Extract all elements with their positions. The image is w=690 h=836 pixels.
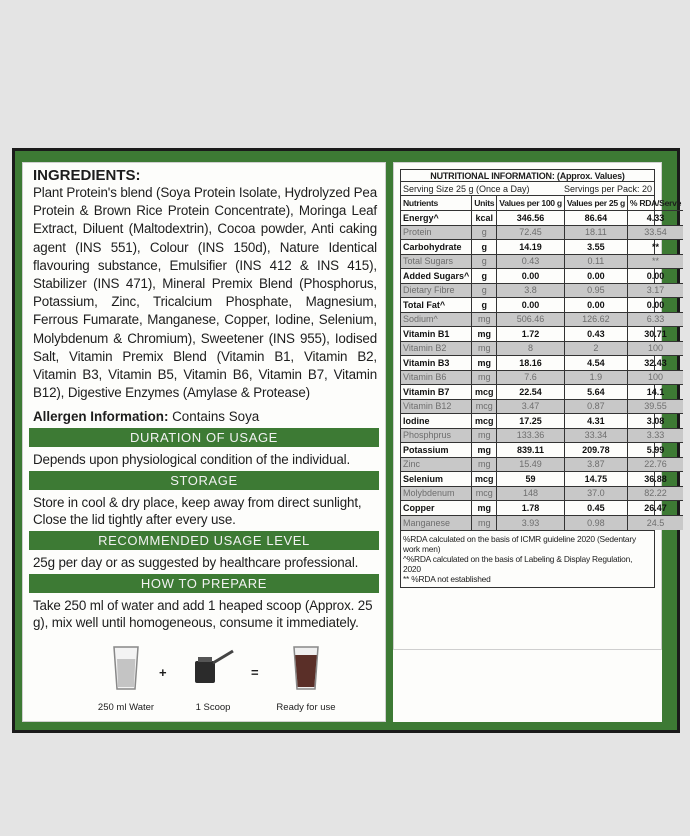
- nutrition-row: [401, 327, 683, 342]
- rda-per-serve: 26.47: [627, 501, 683, 516]
- value-per-100g: 1.78: [497, 501, 565, 516]
- nutrient-name: Manganese: [401, 515, 472, 530]
- value-per-25g: 0.00: [564, 298, 627, 313]
- value-per-100g: 506.46: [497, 312, 565, 327]
- value-per-100g: 148: [497, 486, 565, 501]
- preparation-steps: [23, 643, 385, 723]
- rda-per-serve: 82.22: [627, 486, 683, 501]
- nutrition-row: [401, 225, 683, 240]
- value-per-25g: 0.87: [564, 399, 627, 414]
- nutrient-unit: mcg: [472, 399, 497, 414]
- nutrient-unit: mcg: [472, 414, 497, 429]
- rda-per-serve: 3.08: [627, 414, 683, 429]
- serving-size: Serving Size 25 g (Once a Day): [403, 184, 530, 194]
- header-per-100g: Values per 100 g: [497, 196, 565, 211]
- nutrition-rows: [401, 211, 683, 530]
- storage-heading: STORAGE: [29, 471, 379, 490]
- value-per-25g: 3.87: [564, 457, 627, 472]
- allergen-value: Contains Soya: [172, 409, 260, 425]
- nutrition-row: [401, 312, 683, 327]
- ready-label: Ready for use: [276, 702, 336, 713]
- prepare-heading: HOW TO PREPARE: [29, 574, 379, 593]
- nutrition-row: [401, 472, 683, 487]
- rda-per-serve: 36.88: [627, 472, 683, 487]
- value-per-100g: 17.25: [497, 414, 565, 429]
- value-per-25g: 86.64: [564, 211, 627, 226]
- nutrient-name: Energy^: [401, 211, 472, 226]
- nutrition-row: [401, 370, 683, 385]
- usage-text: 25g per day or as suggested by healthcare professional.: [33, 555, 359, 571]
- value-per-25g: 0.95: [564, 283, 627, 298]
- value-per-25g: 2: [564, 341, 627, 356]
- nutrition-row: [401, 443, 683, 458]
- rda-per-serve: 30.71: [627, 327, 683, 342]
- nutrient-name: Dietary Fibre: [401, 283, 472, 298]
- note-not-established: ** %RDA not established: [403, 573, 491, 584]
- nutrient-unit: mg: [472, 356, 497, 371]
- rda-per-serve: 0.00: [627, 298, 683, 313]
- value-per-25g: 14.75: [564, 472, 627, 487]
- nutrient-unit: mg: [472, 457, 497, 472]
- note-icmr: %RDA calculated on the basis of ICMR guideline 2020 (Sedentary work men): [403, 533, 636, 554]
- prepare-text: Take 250 ml of water and add 1 heaped scoop (Approx. 25 g), mix well until homogeneous, consume it immediately.: [33, 598, 373, 631]
- value-per-25g: 0.45: [564, 501, 627, 516]
- value-per-25g: 0.11: [564, 254, 627, 269]
- nutrition-row: [401, 211, 683, 226]
- nutrient-name: Potassium: [401, 443, 472, 458]
- value-per-25g: 37.0: [564, 486, 627, 501]
- nutrient-unit: mg: [472, 327, 497, 342]
- nutrient-name: Vitamin B2: [401, 341, 472, 356]
- value-per-25g: 0.43: [564, 327, 627, 342]
- rda-per-serve: 33.54: [627, 225, 683, 240]
- rda-per-serve: 39.55: [627, 399, 683, 414]
- value-per-25g: 0.98: [564, 515, 627, 530]
- water-step: [81, 643, 171, 713]
- rda-per-serve: 4.33: [627, 211, 683, 226]
- header-per-25g: Values per 25 g: [564, 196, 627, 211]
- nutrition-row: [401, 341, 683, 356]
- nutrient-name: Vitamin B1: [401, 327, 472, 342]
- rda-per-serve: 6.33: [627, 312, 683, 327]
- nutrient-name: Added Sugars^: [401, 269, 472, 284]
- nutrition-panel: [393, 162, 682, 650]
- ready-step: [266, 643, 346, 713]
- nutrition-row: [401, 240, 683, 255]
- value-per-25g: 126.62: [564, 312, 627, 327]
- ingredients-text: Plant Protein's blend (Soya Protein Isolate, Hydrolyzed Pea Protein & Brown Rice Protein Concentrate), Moringa Leaf Extract, Diluent (Maltodextrin), Cocoa powder, Anti caking agent (INS 551), Colour (INS 150d), Nature Identical flavouring substance, Emulsifier (INS 412 & INS 415), Stabilizer (INS 471), Mineral Premix Blend (Phosphorus, Potassium, Zinc, Tricalcium Phosphate, Magnesium, Ferrous Fumarate, Manganese, Copper, Iodine, Selenium, Molybdenum & Chromium), Sweetener (INS 955), Iodised Salt, Vitamin Premix Blend (Vitamin B1, Vitamin B2, Vitamin B3, Vitamin B5, Vitamin B6, Vitamin B7, Vitamin B12), Digestive Enzymes (Amylase & Protease): [33, 185, 377, 401]
- rda-per-serve: 5.99: [627, 443, 683, 458]
- nutrient-name: Iodine: [401, 414, 472, 429]
- value-per-25g: 18.11: [564, 225, 627, 240]
- value-per-25g: 209.78: [564, 443, 627, 458]
- header-nutrients: Nutrients: [401, 196, 472, 211]
- nutrient-unit: g: [472, 240, 497, 255]
- note-labeling: ^%RDA calculated on the basis of Labeling & Display Regulation, 2020: [403, 553, 633, 574]
- rda-per-serve: 14.1: [627, 385, 683, 400]
- nutrition-row: [401, 269, 683, 284]
- left-panel: [22, 162, 386, 722]
- ready-glass-icon: [286, 643, 326, 693]
- nutrient-unit: mcg: [472, 385, 497, 400]
- nutrition-row: [401, 356, 683, 371]
- nutrient-unit: mcg: [472, 486, 497, 501]
- nutrient-name: Selenium: [401, 472, 472, 487]
- nutrition-title: NUTRITIONAL INFORMATION: (Approx. Values): [401, 170, 654, 182]
- scoop-label: 1 Scoop: [195, 702, 231, 713]
- allergen-label: Allergen Information:: [33, 409, 169, 425]
- nutrition-row: [401, 385, 683, 400]
- nutrient-unit: mg: [472, 370, 497, 385]
- nutrition-notes: [400, 531, 655, 588]
- value-per-25g: 4.31: [564, 414, 627, 429]
- value-per-100g: 72.45: [497, 225, 565, 240]
- value-per-100g: 14.19: [497, 240, 565, 255]
- nutrient-unit: mg: [472, 341, 497, 356]
- nutrient-unit: mcg: [472, 472, 497, 487]
- value-per-25g: 5.64: [564, 385, 627, 400]
- serving-row: [401, 182, 654, 196]
- nutrient-unit: g: [472, 283, 497, 298]
- value-per-100g: 0.43: [497, 254, 565, 269]
- nutrition-row: [401, 515, 683, 530]
- water-label: 250 ml Water: [97, 702, 155, 713]
- nutrition-row: [401, 399, 683, 414]
- value-per-100g: 3.93: [497, 515, 565, 530]
- duration-text: Depends upon physiological condition of the individual.: [33, 452, 351, 468]
- nutrient-name: Protein: [401, 225, 472, 240]
- nutrient-unit: mg: [472, 443, 497, 458]
- nutrition-row: [401, 283, 683, 298]
- nutrient-unit: g: [472, 298, 497, 313]
- rda-per-serve: 100: [627, 370, 683, 385]
- value-per-25g: 0.00: [564, 269, 627, 284]
- nutrient-unit: g: [472, 225, 497, 240]
- nutrient-unit: mg: [472, 312, 497, 327]
- rda-per-serve: **: [627, 254, 683, 269]
- nutrient-name: Copper: [401, 501, 472, 516]
- value-per-100g: 346.56: [497, 211, 565, 226]
- nutrient-unit: g: [472, 254, 497, 269]
- value-per-100g: 7.6: [497, 370, 565, 385]
- value-per-25g: 33.34: [564, 428, 627, 443]
- rda-per-serve: 24.5: [627, 515, 683, 530]
- rda-per-serve: 3.17: [627, 283, 683, 298]
- nutrient-name: Total Sugars: [401, 254, 472, 269]
- value-per-100g: 0.00: [497, 298, 565, 313]
- nutrient-unit: kcal: [472, 211, 497, 226]
- nutrient-name: Vitamin B7: [401, 385, 472, 400]
- nutrition-row: [401, 457, 683, 472]
- value-per-25g: 4.54: [564, 356, 627, 371]
- value-per-100g: 133.36: [497, 428, 565, 443]
- value-per-100g: 18.16: [497, 356, 565, 371]
- nutrient-name: Phosphprus: [401, 428, 472, 443]
- rda-per-serve: 32.43: [627, 356, 683, 371]
- value-per-100g: 22.54: [497, 385, 565, 400]
- nutrition-header-row: [401, 196, 683, 211]
- value-per-100g: 59: [497, 472, 565, 487]
- nutrition-row: [401, 254, 683, 269]
- value-per-100g: 8: [497, 341, 565, 356]
- value-per-100g: 1.72: [497, 327, 565, 342]
- scoop-step: [183, 643, 243, 713]
- usage-heading: RECOMMENDED USAGE LEVEL: [29, 531, 379, 550]
- nutrient-unit: mg: [472, 501, 497, 516]
- rda-per-serve: **: [627, 240, 683, 255]
- servings-per-pack: Servings per Pack: 20: [563, 184, 652, 194]
- ingredients-heading: INGREDIENTS:: [33, 167, 141, 184]
- value-per-100g: 15.49: [497, 457, 565, 472]
- duration-heading: DURATION OF USAGE: [29, 428, 379, 447]
- value-per-100g: 0.00: [497, 269, 565, 284]
- nutrient-unit: g: [472, 269, 497, 284]
- rda-per-serve: 3.33: [627, 428, 683, 443]
- nutrition-row: [401, 414, 683, 429]
- nutrient-unit: mg: [472, 428, 497, 443]
- blank-area: [393, 650, 662, 722]
- value-per-25g: 1.9: [564, 370, 627, 385]
- rda-per-serve: 22.76: [627, 457, 683, 472]
- nutrition-box: [400, 169, 682, 531]
- nutrient-name: Vitamin B3: [401, 356, 472, 371]
- header-units: Units: [472, 196, 497, 211]
- rda-per-serve: 0.00: [627, 269, 683, 284]
- nutrient-name: Sodium^: [401, 312, 472, 327]
- nutrition-row: [401, 298, 683, 313]
- scoop-icon: [189, 643, 237, 693]
- nutrient-unit: mg: [472, 515, 497, 530]
- rda-per-serve: 100: [627, 341, 683, 356]
- value-per-100g: 3.8: [497, 283, 565, 298]
- allergen-info: [33, 408, 377, 426]
- value-per-25g: 3.55: [564, 240, 627, 255]
- nutrition-row: [401, 486, 683, 501]
- nutrient-name: Vitamin B12: [401, 399, 472, 414]
- nutrition-table: [401, 196, 683, 530]
- value-per-100g: 3.47: [497, 399, 565, 414]
- nutrient-name: Carbohydrate: [401, 240, 472, 255]
- nutrition-row: [401, 428, 683, 443]
- nutrition-row: [401, 501, 683, 516]
- header-rda: % RDA/Serve: [627, 196, 683, 211]
- nutrient-name: Vitamin B6: [401, 370, 472, 385]
- nutrient-name: Total Fat^: [401, 298, 472, 313]
- value-per-100g: 839.11: [497, 443, 565, 458]
- nutrient-name: Zinc: [401, 457, 472, 472]
- water-glass-icon: [106, 643, 146, 693]
- storage-text: Store in cool & dry place, keep away from direct sunlight, Close the lid tightly after every use.: [33, 495, 362, 528]
- equals-sign: =: [251, 665, 259, 680]
- plus-sign: +: [159, 665, 167, 680]
- nutrient-name: Molybdenum: [401, 486, 472, 501]
